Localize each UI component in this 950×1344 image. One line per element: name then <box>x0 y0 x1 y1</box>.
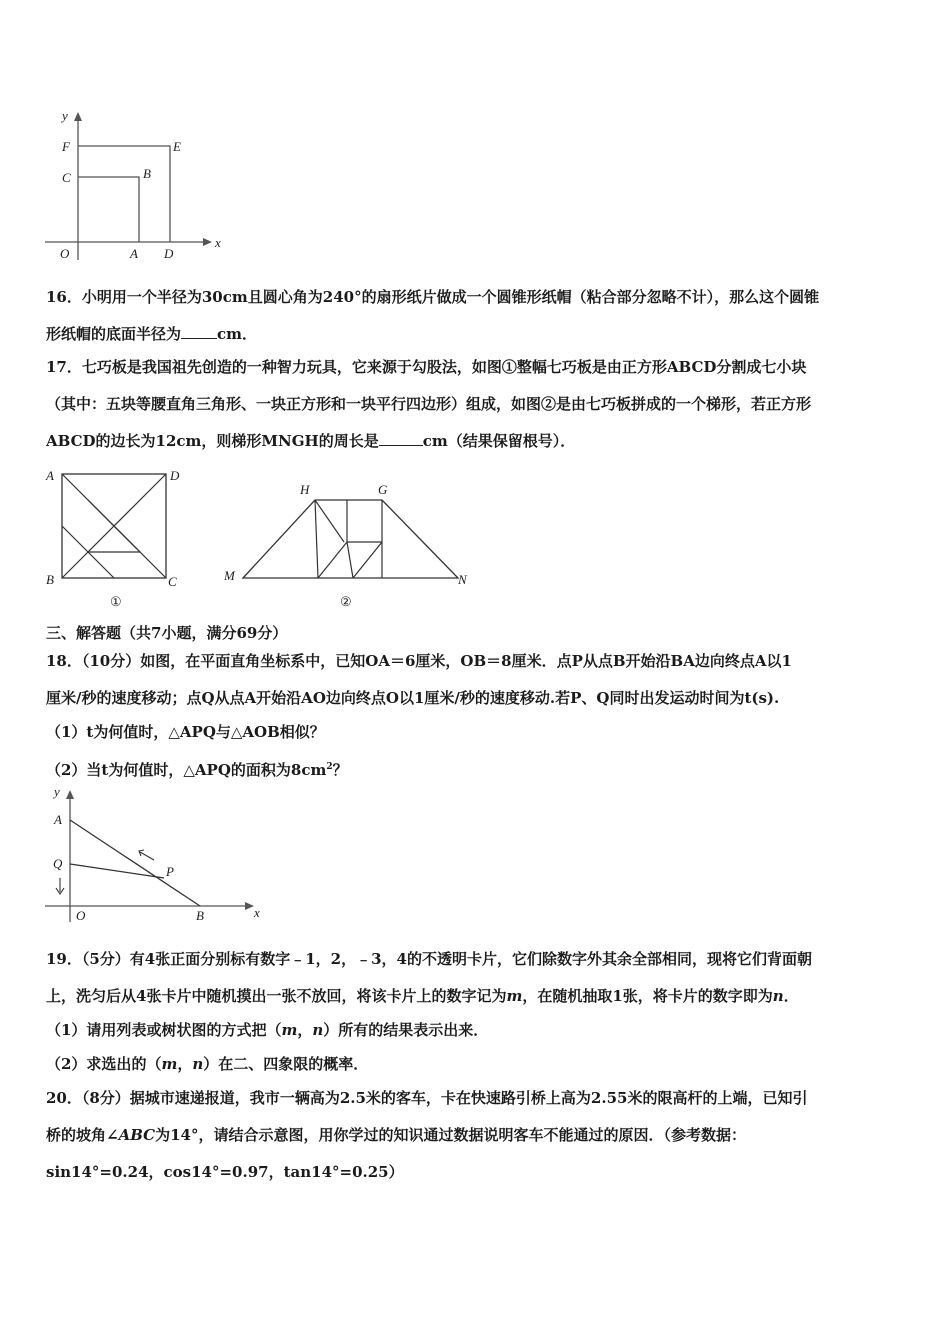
section-3-heading: 三、解答题（共7小题，满分69分） <box>46 624 288 642</box>
coordinate-figure-18 <box>40 782 270 927</box>
q19-line-2 <box>46 986 799 1006</box>
var-m: m <box>281 1021 298 1039</box>
label-A: A <box>130 246 138 261</box>
q19-line-1: 19．（5分）有4张正面分别标有数字﹣1，2，﹣3，4的不透明卡片，它们除数字外其余全部相同，现将它们背面朝 <box>46 950 813 968</box>
tangram-trapezoid-figure <box>218 478 478 612</box>
fig2-label-H: H <box>300 482 310 497</box>
q16-line-2-text: 形纸帽的底面半径为 <box>46 325 182 343</box>
q19-part-2-a: （2）求选出的（ <box>46 1055 162 1073</box>
var-n: n <box>772 987 784 1005</box>
label-D: D <box>164 246 174 261</box>
q20-line-1: 20．（8分）据城市速递报道，我市一辆高为2.5米的客车，卡在快速路引桥上高为2.55米的限高杆的上端，已知引 <box>46 1089 808 1107</box>
label-F: F <box>62 139 70 154</box>
fig1-caption: ① <box>110 594 122 609</box>
q19-line-2-b: ，在随机抽取1张，将卡片的数字即为 <box>522 987 773 1005</box>
label-P: P <box>166 864 174 879</box>
label-C: C <box>62 170 71 185</box>
q19-part-1-c: ）所有的结果表示出来． <box>323 1021 489 1039</box>
q17-line-1: 17．七巧板是我国祖先创造的一种智力玩具，它来源于勾股法，如图①整幅七巧板是由正方形ABCD分割成七小块 <box>46 358 807 376</box>
q16-line-2-unit: cm． <box>217 325 258 343</box>
label-x: x <box>215 235 221 250</box>
q17-line-3 <box>46 431 575 451</box>
superscript: 2 <box>326 762 333 772</box>
var-n: n <box>192 1055 204 1073</box>
q18-part-2-text: （2）当t为何值时，△APQ的面积为8cm <box>46 761 327 779</box>
q19-part-1 <box>46 1020 488 1040</box>
label-x: x <box>254 905 260 920</box>
q20-line-2-a: 桥的坡角∠ <box>46 1126 119 1144</box>
tangram-square-figure <box>40 462 190 612</box>
label-B: B <box>196 908 204 923</box>
fig1-label-B: B <box>46 572 54 587</box>
fig2-label-M: M <box>224 568 235 583</box>
q19-part-2 <box>46 1054 368 1074</box>
var-m: m <box>506 987 523 1005</box>
q19-line-2-a: 上，洗匀后从4张卡片中随机摸出一张不放回，将该卡片上的数字记为 <box>46 987 507 1005</box>
label-O: O <box>76 908 86 923</box>
q19-part-1-b: ， <box>297 1021 313 1039</box>
q18-line-1: 18．（10分）如图，在平面直角坐标系中，已知OA＝6厘米，OB＝8厘米．点P从点B开始沿BA边向终点A以1 <box>46 652 792 670</box>
q17-line-3-text: ABCD的边长为12cm，则梯形MNGH的周长是 <box>46 432 379 450</box>
answer-blank[interactable] <box>181 324 217 339</box>
label-B: B <box>143 166 151 181</box>
label-E: E <box>173 139 181 154</box>
label-y: y <box>54 784 60 799</box>
q19-part-2-c: ）在二、四象限的概率． <box>203 1055 369 1073</box>
q20-line-2-b: 为14°，请结合示意图，用你学过的知识通过数据说明客车不能通过的原因．（参考数据： <box>155 1126 747 1144</box>
q18-part-2-end: ？ <box>332 761 348 779</box>
label-A: A <box>54 812 62 827</box>
q19-line-2-c: ． <box>783 987 799 1005</box>
fig2-label-G: G <box>378 482 388 497</box>
q18-part-1: （1）t为何值时，△APQ与△AOB相似？ <box>46 723 325 741</box>
q18-part-2 <box>46 757 348 780</box>
q19-part-1-a: （1）请用列表或树状图的方式把（ <box>46 1021 282 1039</box>
var-n: n <box>312 1021 324 1039</box>
fig1-label-A: A <box>46 468 54 483</box>
q20-line-3: sin14°=0.24，cos14°=0.97，tan14°=0.25） <box>46 1163 404 1181</box>
fig2-label-N: N <box>458 572 467 587</box>
answer-blank[interactable] <box>379 431 423 446</box>
fig2-caption: ② <box>340 594 352 609</box>
var-m: m <box>161 1055 178 1073</box>
q17-line-3-unit: cm（结果保留根号）． <box>422 432 576 450</box>
q17-line-2: （其中：五块等腰直角三角形、一块正方形和一块平行四边形）组成，如图②是由七巧板拼成的一个梯形，若正方形 <box>46 395 812 413</box>
q16-line-1: 16．小明用一个半径为30cm且圆心角为240°的扇形纸片做成一个圆锥形纸帽（粘合部分忽略不计），那么这个圆锥 <box>46 288 820 306</box>
q20-line-2 <box>46 1125 746 1145</box>
label-Q: Q <box>53 856 63 871</box>
q19-part-2-b: ， <box>177 1055 193 1073</box>
coordinate-figure-15 <box>40 100 240 265</box>
label-y: y <box>62 108 68 123</box>
q18-line-2: 厘米/秒的速度移动；点Q从点A开始沿AO边向终点O以1厘米/秒的速度移动.若P、Q同时出发运动时间为t(s). <box>46 689 780 707</box>
fig1-label-D: D <box>170 468 180 483</box>
q16-line-2 <box>46 324 257 344</box>
label-O: O <box>60 246 70 261</box>
fig1-label-C: C <box>168 574 177 589</box>
angle-abc: ABC <box>118 1126 156 1144</box>
